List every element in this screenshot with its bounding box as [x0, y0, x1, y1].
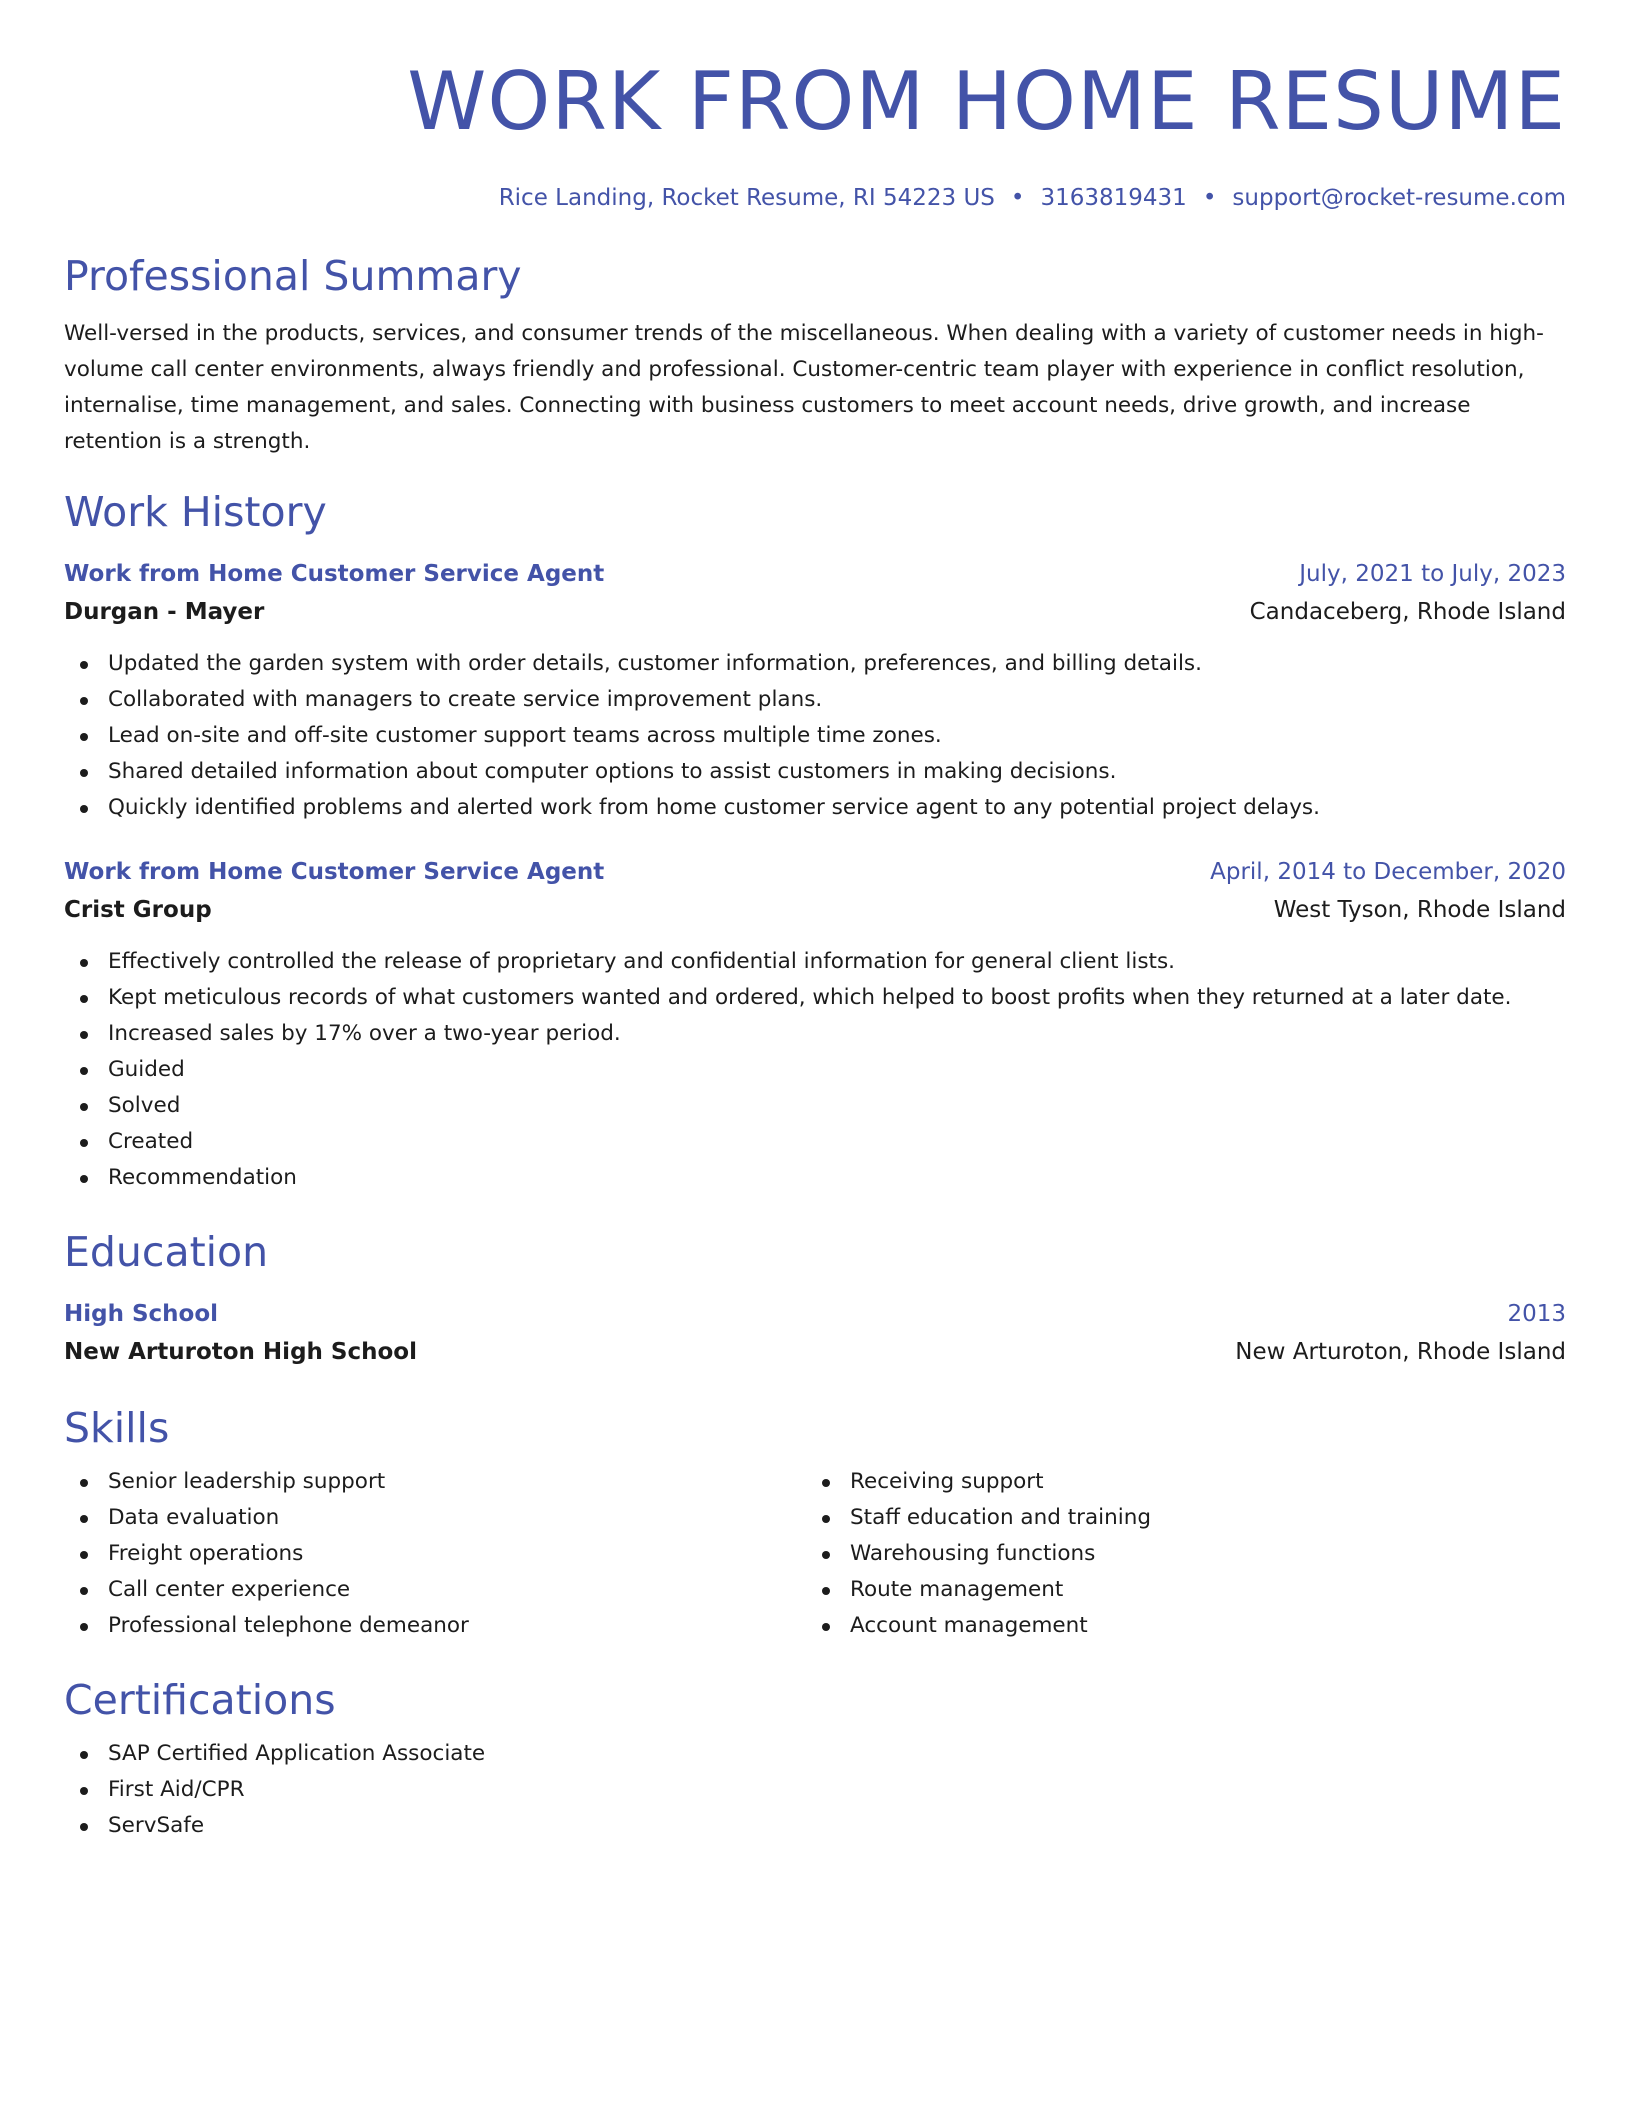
job-bullet: Lead on-site and off-site customer support teams across multiple time zones. [64, 718, 1566, 754]
resume-header [64, 50, 1566, 214]
skill-item: Account management [806, 1608, 1548, 1644]
contact-address: Rice Landing, Rocket Resume, RI 54223 US [498, 185, 995, 211]
job-bullet: Solved [64, 1088, 1566, 1124]
education-degree: High School [64, 1301, 219, 1327]
job-dates: July, 2021 to July, 2023 [1299, 561, 1566, 587]
contact-email: support@rocket-resume.com [1232, 185, 1566, 211]
job-company: Durgan - Mayer [64, 599, 265, 625]
education-entry [64, 1296, 1566, 1372]
section-title-work-history: Work History [64, 488, 327, 536]
section-title-certifications: Certifications [64, 1676, 336, 1724]
skill-item: Staff education and training [806, 1500, 1548, 1536]
job-bullet: Effectively controlled the release of proprietary and confidential information for general client lists. [64, 944, 1566, 980]
resume-name: WORK FROM HOME RESUME [407, 55, 1566, 148]
summary-text: Well-versed in the products, services, and consumer trends of the miscellaneous. When dealing with a variety of customer needs in high-volume call center environments, always friendly and professional. Customer-centric team player with experience in conflict resolution, internalise, time management, and sales. Connecting with business customers to meet account needs, drive growth, and increase retention is a strength. [64, 321, 1544, 454]
work-history-section [64, 486, 1566, 1196]
job-bullet: Recommendation [64, 1160, 1566, 1196]
job-bullets [64, 646, 1566, 826]
contact-separator: • [1010, 185, 1025, 211]
skill-item: Warehousing functions [806, 1536, 1548, 1572]
education-year: 2013 [1507, 1301, 1566, 1327]
job-location: West Tyson, Rhode Island [1273, 897, 1566, 923]
certification-item: ServSafe [64, 1808, 1566, 1844]
certifications-list [64, 1736, 1566, 1844]
education-section [64, 1226, 1566, 1372]
skill-item: Call center experience [64, 1572, 806, 1608]
job-dates: April, 2014 to December, 2020 [1210, 859, 1566, 885]
contact-line [64, 182, 1566, 214]
job-bullet: Shared detailed information about computer options to assist customers in making decisions. [64, 754, 1566, 790]
job-company-row [64, 890, 1566, 930]
certifications-section [64, 1674, 1566, 1844]
education-school: New Arturoton High School [64, 1339, 417, 1365]
section-title-summary: Professional Summary [64, 252, 522, 300]
job-bullet: Updated the garden system with order details, customer information, preferences, and billing details. [64, 646, 1566, 682]
education-location: New Arturoton, Rhode Island [1235, 1339, 1566, 1365]
contact-phone: 3163819431 [1040, 185, 1187, 211]
contact-separator: • [1202, 185, 1217, 211]
skill-item: Freight operations [64, 1536, 806, 1572]
job-entry [64, 854, 1566, 1196]
job-bullet: Kept meticulous records of what customers wanted and ordered, which helped to boost profits when they returned at a later date. [64, 980, 1566, 1016]
certification-item: SAP Certified Application Associate [64, 1736, 1566, 1772]
job-location: Candaceberg, Rhode Island [1249, 599, 1566, 625]
skill-item: Route management [806, 1572, 1548, 1608]
job-title: Work from Home Customer Service Agent [64, 561, 605, 587]
section-title-skills: Skills [64, 1404, 170, 1452]
certification-item: First Aid/CPR [64, 1772, 1566, 1808]
job-bullet: Collaborated with managers to create service improvement plans. [64, 682, 1566, 718]
job-title: Work from Home Customer Service Agent [64, 859, 605, 885]
section-title-education: Education [64, 1228, 269, 1276]
job-entry [64, 556, 1566, 826]
job-bullet: Guided [64, 1052, 1566, 1088]
skill-item: Receiving support [806, 1464, 1548, 1500]
job-header-row [64, 556, 1566, 592]
job-bullet: Increased sales by 17% over a two-year period. [64, 1016, 1566, 1052]
skill-item: Senior leadership support [64, 1464, 806, 1500]
skills-grid [64, 1464, 1566, 1644]
education-header-row [64, 1296, 1566, 1332]
skill-item: Professional telephone demeanor [64, 1608, 806, 1644]
job-bullets [64, 944, 1566, 1196]
education-school-row [64, 1332, 1566, 1372]
skills-list-left [64, 1464, 806, 1644]
job-company-row [64, 592, 1566, 632]
summary-section [64, 250, 1566, 460]
job-bullet: Created [64, 1124, 1566, 1160]
job-header-row [64, 854, 1566, 890]
skill-item: Data evaluation [64, 1500, 806, 1536]
skills-list-right [806, 1464, 1548, 1644]
job-company: Crist Group [64, 897, 212, 923]
job-bullet: Quickly identified problems and alerted work from home customer service agent to any potential project delays. [64, 790, 1566, 826]
skills-section [64, 1402, 1566, 1644]
resume-page [64, 50, 1566, 1844]
